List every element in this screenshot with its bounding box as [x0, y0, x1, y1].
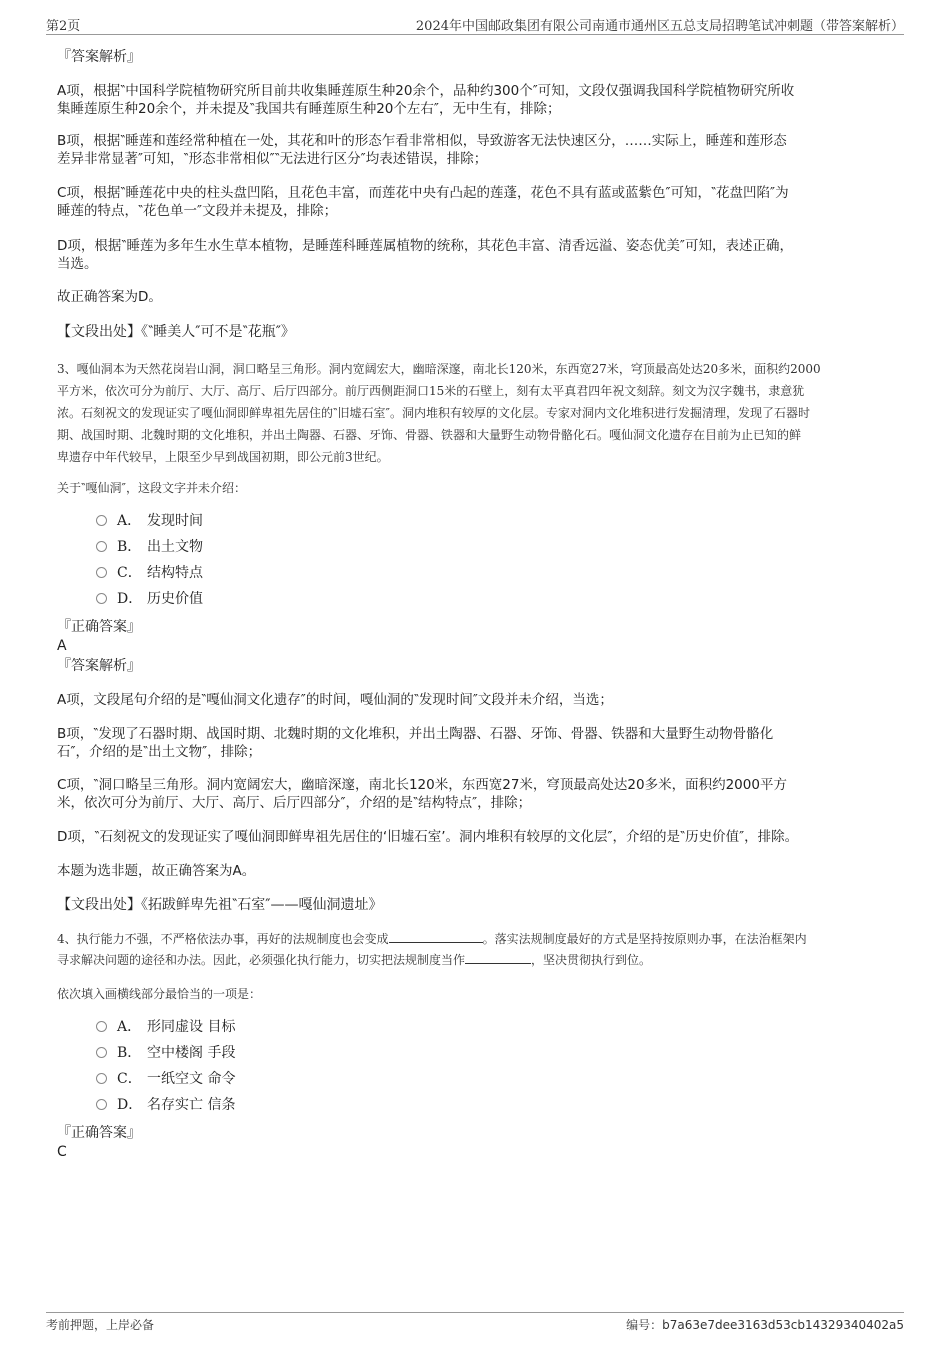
- q3-source: 【文段出处】《拓跋鲜卑先祖‶石室″——嘎仙洞遗址》: [57, 897, 383, 913]
- q3-analysis-b-line2: 石″，介绍的是‶出土文物″，排除；: [57, 744, 262, 760]
- q4-option-b[interactable]: B． 空中楼阁 手段: [96, 1044, 235, 1062]
- q2-source: 【文段出处】《‶睡美人″可不是‶花瓶″》: [57, 324, 295, 340]
- radio-icon[interactable]: [96, 1021, 107, 1032]
- q2-conclusion: 故正确答案为D。: [57, 289, 162, 305]
- q3-option-a[interactable]: A． 发现时间: [96, 512, 203, 530]
- q2-analysis-d-line2: 当选。: [57, 256, 98, 272]
- radio-icon[interactable]: [96, 1099, 107, 1110]
- q3-stem-line1: 3、嘎仙洞本为天然花岗岩山洞，洞口略呈三角形。洞内宽阔宏大，幽暗深邃，南北长120米，东西宽27米，穹顶最高处达20多米，面积约2000: [57, 362, 821, 376]
- radio-icon[interactable]: [96, 593, 107, 604]
- q2-analysis-a-line2: 集睡莲原生种20余个，并未提及‶我国共有睡莲原生种20个左右″，无中生有，排除；: [57, 101, 561, 117]
- page-number: 第2页: [46, 19, 81, 34]
- q3-answer-label: 『正确答案』: [57, 619, 141, 635]
- q4-option-a[interactable]: A． 形同虚设 目标: [96, 1018, 235, 1036]
- q3-analysis-b-line1: B项，‶发现了石器时期、战国时期、北魏时期的文化堆积，并出土陶器、石器、牙饰、骨器、铁器和大量野生动物骨骼化: [57, 726, 774, 742]
- footer-document-id: 编号：b7a63e7dee3163d53cb14329340402a5: [626, 1318, 904, 1332]
- q3-option-c[interactable]: C． 结构特点: [96, 564, 203, 582]
- radio-icon[interactable]: [96, 1073, 107, 1084]
- q4-option-c[interactable]: C． 一纸空文 命令: [96, 1070, 235, 1088]
- q4-stem-line2: 寻求解决问题的途径和办法。因此，必须强化执行能力，切实把法规制度当作 ，坚决贯彻执行到位。: [57, 953, 652, 967]
- q3-stem-line2: 平方米，依次可分为前厅、大厅、高厅、后厅四部分。前厅西侧距洞口15米的石壁上，刻有太平真君四年祝文刻辞。刻文为汉字魏书，隶意犹: [57, 384, 805, 398]
- radio-icon[interactable]: [96, 541, 107, 552]
- q2-analysis-c-line1: C项，根据‶睡莲花中央的柱头盘凹陷，且花色丰富，而莲花中央有凸起的莲蓬，花色不具有蓝或蓝紫色″可知，‶花盘凹陷″为: [57, 185, 789, 201]
- q2-analysis-label: 『答案解析』: [57, 49, 141, 65]
- q3-conclusion: 本题为选非题，故正确答案为A。: [57, 863, 256, 879]
- q3-answer: A: [57, 638, 67, 654]
- q3-analysis-d: D项，‶石刻祝文的发现证实了嘎仙洞即鲜卑祖先居住的‘旧墟石室’。洞内堆积有较厚的文化层″，介绍的是‶历史价值″，排除。: [57, 829, 799, 845]
- q4-answer: C: [57, 1144, 67, 1160]
- q4-answer-label: 『正确答案』: [57, 1125, 141, 1141]
- q2-analysis-b-line2: 差异非常显著″可知，‶形态非常相似″‶无法进行区分″均表述错误，排除；: [57, 151, 488, 167]
- q4-question: 依次填入画横线部分最恰当的一项是：: [57, 987, 262, 1001]
- radio-icon[interactable]: [96, 1047, 107, 1058]
- q4-blank-2: [465, 951, 531, 964]
- radio-icon[interactable]: [96, 515, 107, 526]
- q3-stem-line3: 浓。石刻祝文的发现证实了嘎仙洞即鲜卑祖先居住的‶旧墟石室″。洞内堆积有较厚的文化层。专家对洞内文化堆积进行发掘清理，发现了石器时: [57, 406, 810, 420]
- q2-analysis-d-line1: D项，根据‶睡莲为多年生水生草本植物，是睡莲科睡莲属植物的统称，其花色丰富、清香远溢、姿态优美″可知，表述正确，: [57, 238, 793, 254]
- q4-stem-line1: 4、执行能力不强，不严格依法办事，再好的法规制度也会变成 。落实法规制度最好的方式是坚持按原则办事，在法治框架内: [57, 932, 807, 946]
- q2-analysis-c-line2: 睡莲的特点，‶花色单一″文段并未提及，排除；: [57, 203, 338, 219]
- q3-option-d[interactable]: D． 历史价值: [96, 590, 203, 608]
- page-header: [46, 12, 904, 35]
- radio-icon[interactable]: [96, 567, 107, 578]
- q3-question: 关于‶嘎仙洞″，这段文字并未介绍：: [57, 481, 246, 495]
- q2-analysis-b-line1: B项，根据‶睡莲和莲经常种植在一处，其花和叶的形态乍看非常相似，导致游客无法快速区分，……实际上，睡莲和莲形态: [57, 133, 787, 149]
- q3-stem-line4: 期、战国时期、北魏时期的文化堆积，并出土陶器、石器、牙饰、骨器、铁器和大量野生动物骨骼化石。嘎仙洞文化遗存在目前为止已知的鲜: [57, 428, 802, 442]
- q3-analysis-c-line1: C项，‶洞口略呈三角形。洞内宽阔宏大，幽暗深邃，南北长120米，东西宽27米，穹顶最高处达20多米，面积约2000平方: [57, 777, 787, 793]
- q3-analysis-label: 『答案解析』: [57, 658, 141, 674]
- q2-analysis-a-line1: A项，根据‶中国科学院植物研究所目前共收集睡莲原生种20余个，品种约300个″可知，文段仅强调我国科学院植物研究所收: [57, 83, 795, 99]
- document-title: 2024年中国邮政集团有限公司南通市通州区五总支局招聘笔试冲刺题（带答案解析）: [415, 19, 904, 34]
- footer-slogan: 考前押题，上岸必备: [46, 1318, 155, 1332]
- page-footer: [46, 1312, 904, 1337]
- q3-analysis-c-line2: 米，依次可分为前厅、大厅、高厅、后厅四部分″，介绍的是‶结构特点″，排除；: [57, 795, 532, 811]
- q4-option-d[interactable]: D． 名存实亡 信条: [96, 1096, 235, 1114]
- q3-stem-line5: 卑遗存中年代较早，上限至少早到战国初期，即公元前3世纪。: [57, 450, 389, 464]
- q3-analysis-a: A项，文段尾句介绍的是‶嘎仙洞文化遗存″的时间，嘎仙洞的‶发现时间″文段并未介绍，当选；: [57, 692, 613, 708]
- q4-blank-1: [389, 930, 483, 943]
- q3-option-b[interactable]: B． 出土文物: [96, 538, 203, 556]
